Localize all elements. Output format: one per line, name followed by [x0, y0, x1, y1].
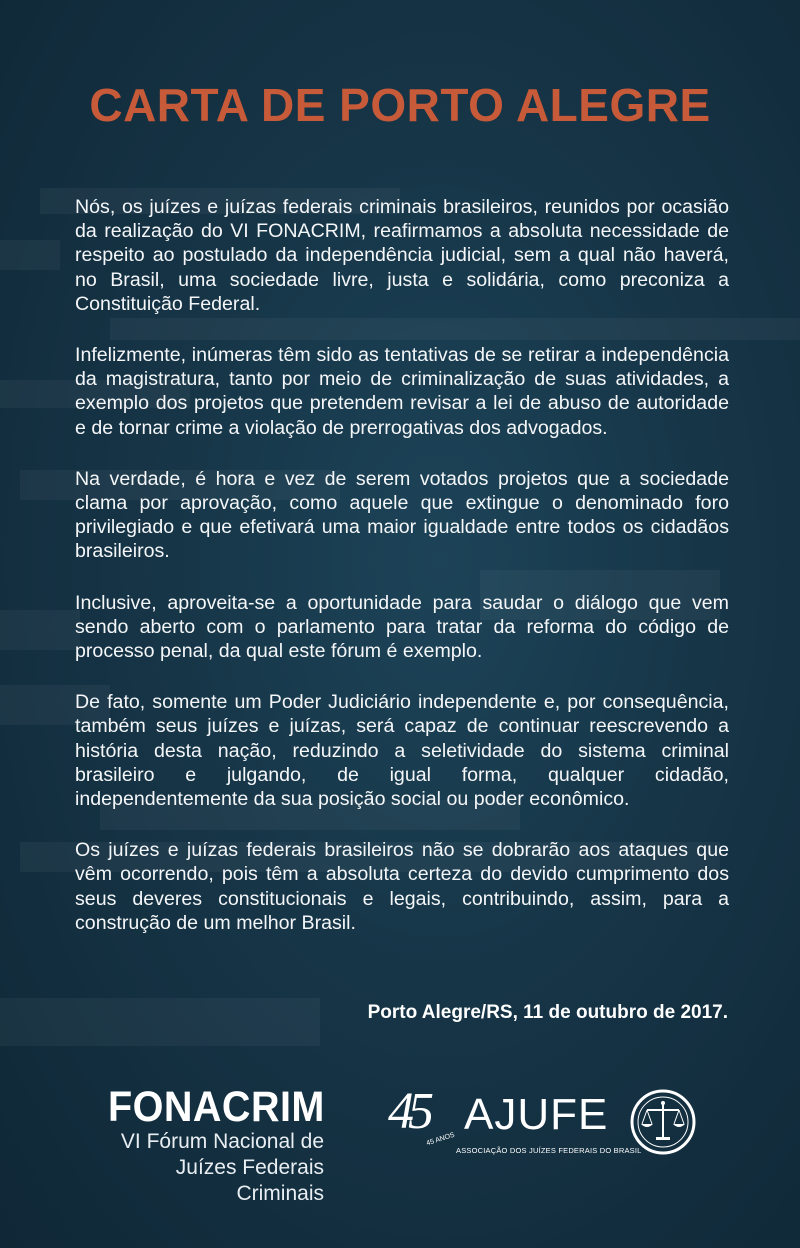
signature-date: Porto Alegre/RS, 11 de outubro de 2017.	[367, 1002, 728, 1023]
letter-body	[75, 195, 729, 962]
page-title: CARTA DE PORTO ALEGRE	[89, 79, 711, 131]
fonacrim-subtitle-1: VI Fórum Nacional de	[120, 1130, 324, 1153]
ajufe-logo	[388, 1083, 708, 1168]
fonacrim-logo	[108, 1085, 328, 1207]
paragraph: Infelizmente, inúmeras têm sido as tentativas de se retirar a independência da magistratura, tanto por meio de criminalização de suas atividades, a exemplo dos projetos que pretendem revisar a lei de abuso de autoridade e de tornar crime a violação de prerrogativas dos advogados.	[75, 344, 729, 439]
paragraph: De fato, somente um Poder Judiciário independente e, por consequência, também seus juízes e juízas, será capaz de continuar reescrevendo a história desta nação, reduzindo a seletividade do sistema criminal brasileiro e julgando, de igual forma, qualquer cidadão, independentemente da sua posição social ou poder econômico.	[75, 691, 729, 811]
scales-of-justice-icon	[629, 1088, 697, 1156]
ajufe-full-name: ASSOCIAÇÃO DOS JUÍZES FEDERAIS DO BRASIL	[456, 1146, 642, 1155]
background-bar	[0, 610, 80, 650]
fonacrim-name: FONACRIM	[108, 1083, 325, 1131]
ajufe-name: AJUFE	[464, 1090, 609, 1139]
paragraph: Os juízes e juízas federais brasileiros não se dobrarão aos ataques que vêm ocorrendo, pois têm a absoluta certeza do devido cumprimento dos seus deveres constitucionais e legais, contribuindo, assim, para a construção de um melhor Brasil.	[75, 839, 729, 934]
background-bar	[0, 240, 60, 270]
paragraph: Na verdade, é hora e vez de serem votados projetos que a sociedade clama por aprovação, como aquele que extingue o denominado foro privilegiado e que efetivará uma maior igualdade entre todos os cidadãos brasileiros.	[75, 467, 729, 563]
ajufe-anniversary-number: 45	[388, 1083, 428, 1140]
background-bar	[0, 998, 320, 1046]
paragraph: Inclusive, aproveita-se a oportunidade para saudar o diálogo que vem sendo aberto com o parlamento para tratar da reforma do código de processo penal, da qual este fórum é exemplo.	[75, 591, 729, 663]
ajufe-anos-label: 45 ANOS	[425, 1131, 456, 1148]
paragraph: Nós, os juízes e juízas federais criminais brasileiros, reunidos por ocasião da realização do VI FONACRIM, reafirmamos a absoluta necessidade de respeito ao postulado da independência judicial, sem a qual não haverá, no Brasil, uma sociedade livre, justa e solidária, como preconiza a Constituição Federal.	[75, 196, 729, 315]
fonacrim-subtitle-2: Juízes Federais Criminais	[175, 1156, 324, 1205]
